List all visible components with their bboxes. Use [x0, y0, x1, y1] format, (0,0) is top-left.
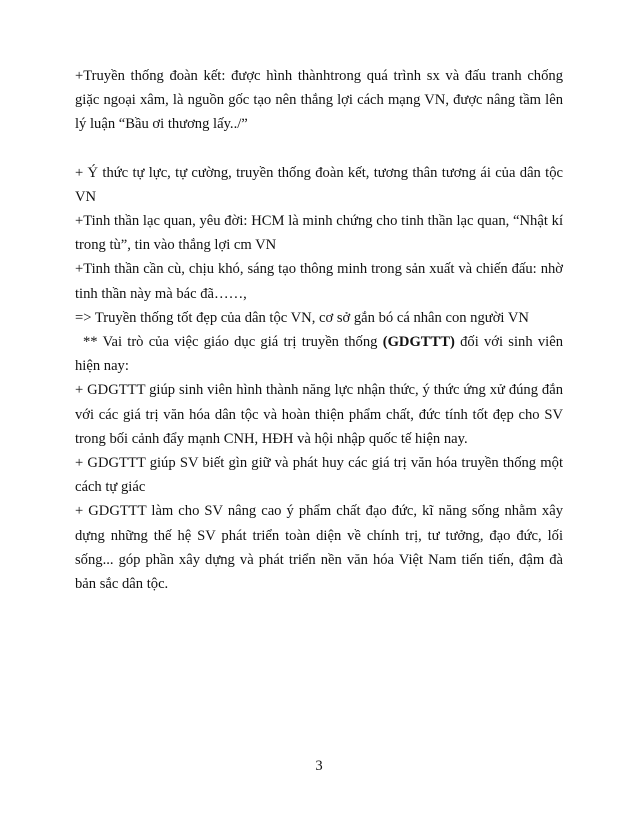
- role-heading-acronym: (GDGTTT): [382, 334, 455, 351]
- role-heading-rest: đối với sinh viên hiện nay:: [75, 334, 563, 375]
- paragraph-conclusion: => Truyền thống tốt đẹp của dân tộc VN, cơ sở gắn bó cá nhân con người VN: [75, 309, 529, 326]
- page-number: 3: [315, 758, 323, 774]
- role-heading-text: ** Vai trò của việc giáo dục giá trị truyền thống: [83, 334, 383, 351]
- document-body: [75, 64, 563, 596]
- paragraph-tradition-solidarity: +Truyền thống đoàn kết: được hình thànhtrong quá trình sx và đấu tranh chống giặc ngoại xâm, là nguồn gốc tạo nên thắng lợi cách mạng VN, được nâng tầm lên lý luận “Bầu ơi thương lấy../”: [75, 68, 563, 133]
- paragraph-ethics: + GDGTTT làm cho SV nâng cao ý phẩm chất đạo đức, kĩ năng sống nhằm xây dựng những thế hệ SV phát triển toàn diện về chính trị, tư tưởng, đạo đức, lối sống... góp phần xây dựng và phát triển nền văn hóa Việt Nam tiến tiến, đậm đà bản sắc dân tộc.: [75, 503, 563, 593]
- paragraph-self-reliance: + Ý thức tự lực, tự cường, truyền thống đoàn kết, tương thân tương ái của dân tộc VN: [75, 164, 563, 205]
- paragraph-preservation: + GDGTTT giúp SV biết gìn giữ và phát huy các giá trị văn hóa truyền thống một cách tự giác: [75, 455, 563, 496]
- paragraph-role-heading: [75, 330, 563, 378]
- paragraph-diligence: +Tinh thần cần cù, chịu khó, sáng tạo thông minh trong sản xuất và chiến đấu: nhờ tinh thần này mà bác đã……,: [75, 261, 563, 302]
- paragraph-optimism: +Tinh thần lạc quan, yêu đời: HCM là minh chứng cho tinh thần lạc quan, “Nhật kí trong tù”, tin vào thắng lợi cm VN: [75, 213, 563, 254]
- paragraph-awareness: + GDGTTT giúp sinh viên hình thành năng lực nhận thức, ý thức ứng xử đúng đắn với các giá trị văn hóa dân tộc và hoàn thiện phẩm chất, đức tính tốt đẹp cho SV trong bối cảnh đẩy mạnh CNH, HĐH và hội nhập quốc tế hiện nay.: [75, 382, 563, 447]
